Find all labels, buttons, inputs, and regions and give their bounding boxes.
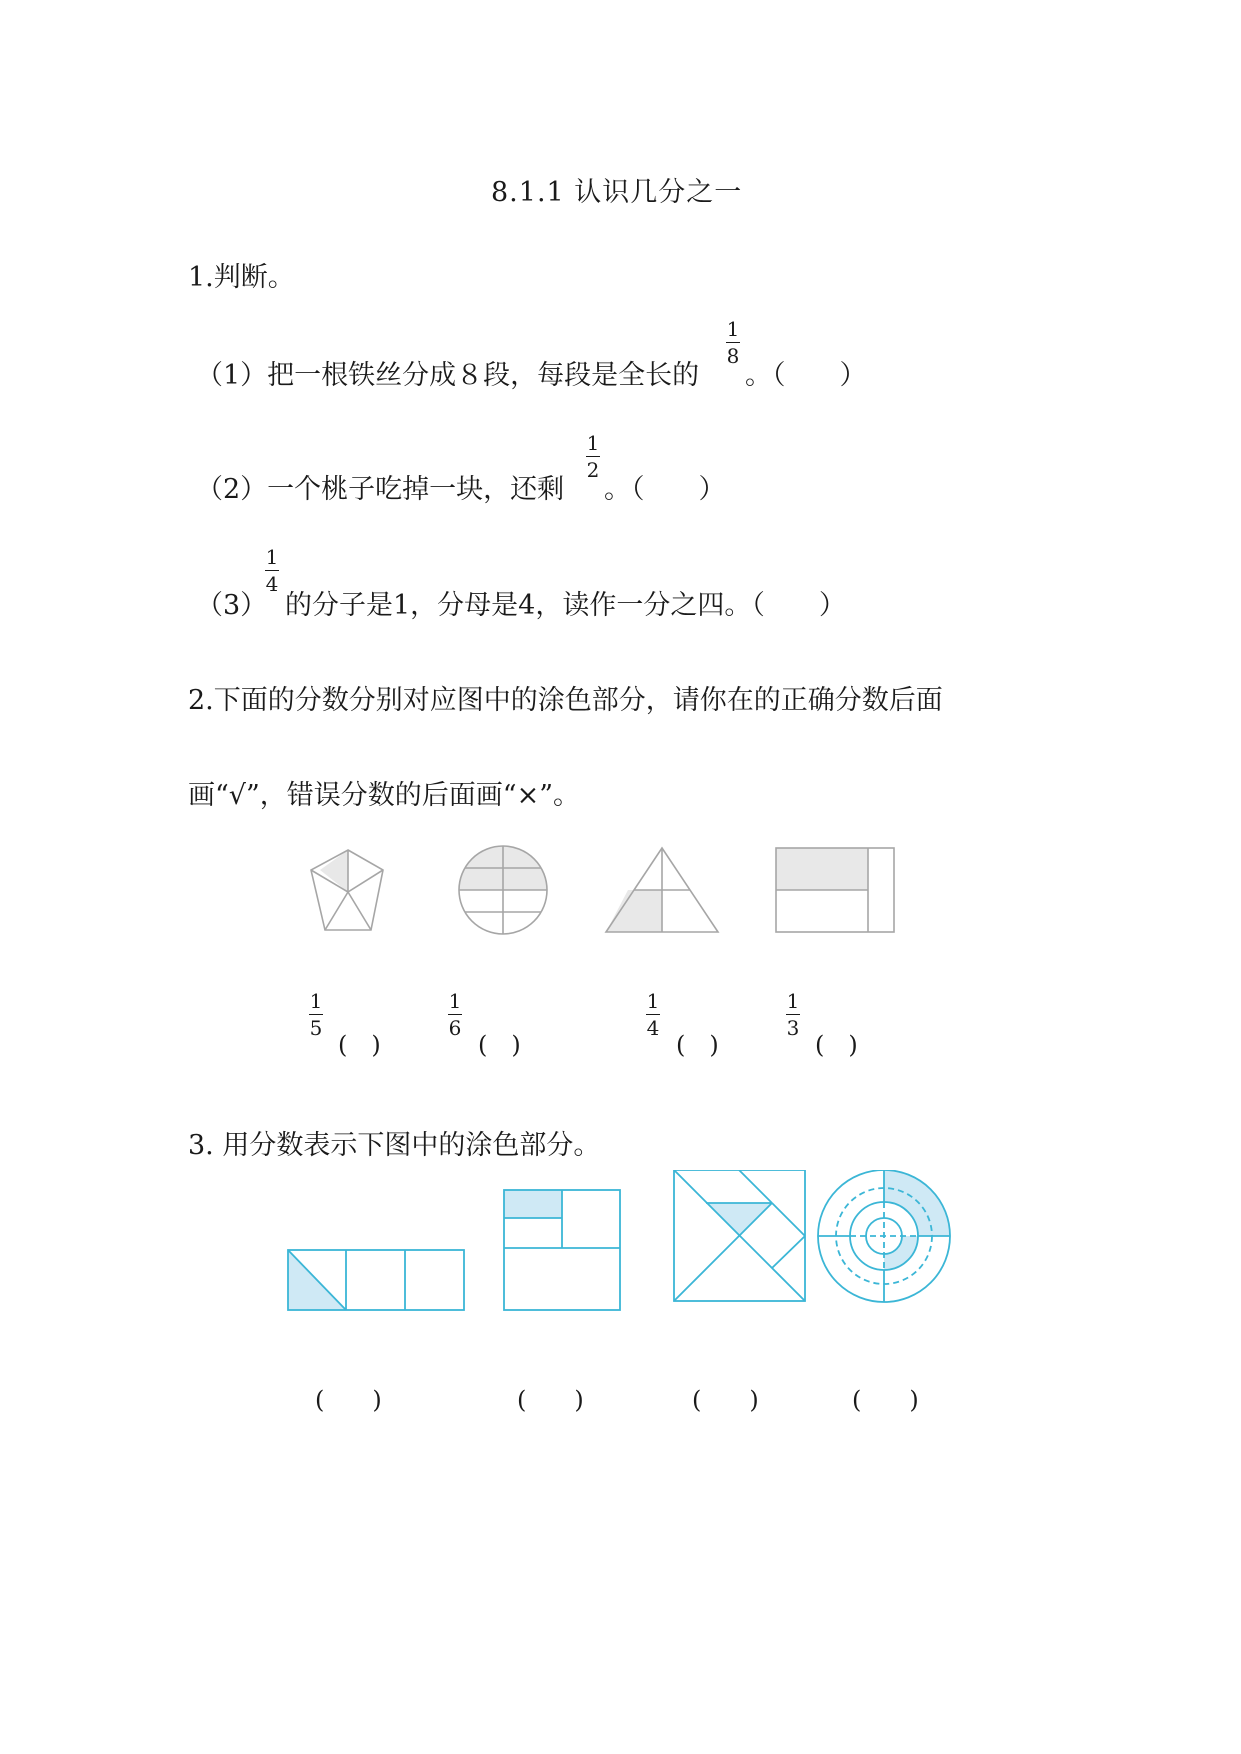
q2-instruction-line-1: 2.下面的分数分别对应图中的涂色部分，请你在的正确分数后面 — [188, 685, 943, 716]
fraction-denominator: 4 — [646, 1016, 660, 1040]
fraction-numerator: 1 — [726, 317, 740, 341]
q1-item-3-prefix: （3） — [196, 590, 268, 621]
q2-instruction-line-2: 画“√”，错误分数的后面画“×”。 — [188, 780, 581, 811]
q1-item-1-fraction — [726, 318, 740, 367]
subdivided-square-figure — [504, 1190, 620, 1310]
q1-heading: 1.判断。 — [188, 262, 295, 293]
q2-answer-3-fraction — [646, 990, 660, 1039]
q3-heading: 3. 用分数表示下图中的涂色部分。 — [188, 1130, 601, 1161]
q1-item-2-fraction — [586, 432, 600, 481]
rectangle-figure — [776, 848, 894, 932]
fraction-denominator: 8 — [726, 344, 740, 368]
page-title: 8.1.1 认识几分之一 — [491, 177, 743, 208]
q2-figures — [300, 840, 930, 950]
fraction-numerator: 1 — [586, 431, 600, 455]
fraction-numerator: 1 — [309, 989, 323, 1013]
q3-blank-2[interactable]: ( ) — [517, 1386, 584, 1414]
q1-item-3-fraction — [265, 546, 279, 595]
fraction-numerator: 1 — [646, 989, 660, 1013]
circle-figure — [459, 846, 547, 934]
fraction-numerator: 1 — [786, 989, 800, 1013]
q1-item-1-prefix: （1）把一根铁丝分成８段，每段是全长的 — [196, 360, 700, 391]
pentagon-figure — [311, 850, 383, 930]
q2-answer-2-fraction — [448, 990, 462, 1039]
q2-answer-4-fraction — [786, 990, 800, 1039]
q3-figures — [280, 1170, 970, 1330]
q1-item-1-suffix: 。（ ） — [745, 360, 867, 391]
q3-blank-1[interactable]: ( ) — [315, 1386, 382, 1414]
q3-blank-3[interactable]: ( ) — [692, 1386, 759, 1414]
fraction-numerator: 1 — [265, 545, 279, 569]
q2-answer-2-blank[interactable]: ( ) — [478, 1031, 521, 1059]
fraction-denominator: 6 — [448, 1016, 462, 1040]
q1-item-2-prefix: （2）一个桃子吃掉一块，还剩 — [196, 474, 565, 505]
fraction-denominator: 4 — [265, 572, 279, 596]
concentric-circles-figure — [818, 1170, 950, 1302]
triangle-figure — [606, 848, 718, 932]
fraction-numerator: 1 — [448, 989, 462, 1013]
q2-answer-1-blank[interactable]: ( ) — [338, 1031, 381, 1059]
fraction-denominator: 5 — [309, 1016, 323, 1040]
q2-answer-1-fraction — [309, 990, 323, 1039]
q3-blank-4[interactable]: ( ) — [852, 1386, 919, 1414]
fraction-denominator: 2 — [586, 458, 600, 482]
fraction-denominator: 3 — [786, 1016, 800, 1040]
q2-answer-4-blank[interactable]: ( ) — [815, 1031, 858, 1059]
q2-answer-3-blank[interactable]: ( ) — [676, 1031, 719, 1059]
q1-item-2-suffix: 。（ ） — [604, 474, 726, 505]
tangram-figure — [674, 1170, 805, 1301]
q1-item-3-suffix: 的分子是1，分母是4，读作一分之四。（ ） — [285, 590, 846, 621]
three-squares-figure — [288, 1250, 464, 1310]
